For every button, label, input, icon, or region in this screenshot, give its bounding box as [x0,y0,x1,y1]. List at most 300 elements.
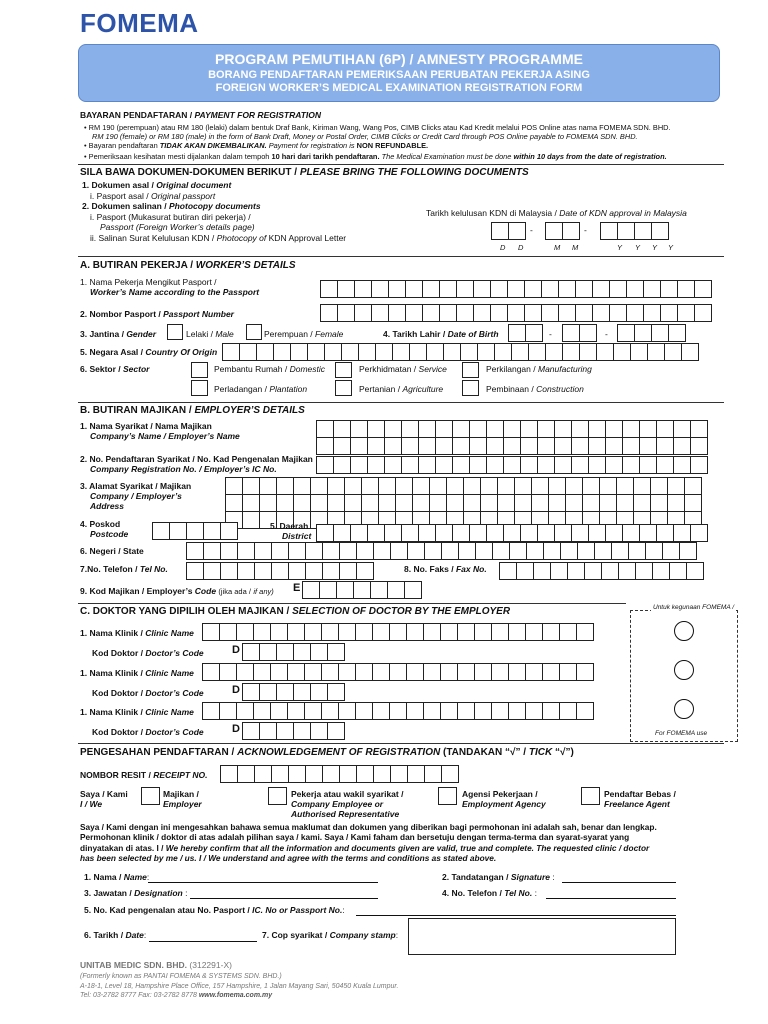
char-box[interactable] [327,683,345,701]
char-box[interactable] [392,343,410,361]
char-box[interactable] [336,581,354,599]
char-box[interactable] [605,437,623,455]
char-box[interactable] [344,494,362,512]
char-box[interactable] [673,420,691,438]
tel-input-line[interactable] [546,898,676,899]
char-box[interactable] [480,494,498,512]
char-box[interactable] [426,343,444,361]
char-box[interactable] [304,623,322,641]
char-box[interactable] [520,456,538,474]
char-box[interactable] [554,420,572,438]
char-box[interactable] [203,542,221,560]
char-box[interactable] [469,524,487,542]
char-box[interactable] [592,280,610,298]
char-box[interactable] [509,542,527,560]
char-box[interactable] [384,456,402,474]
char-box[interactable] [601,562,619,580]
char-box[interactable] [254,562,272,580]
char-box[interactable] [435,420,453,438]
char-box[interactable] [219,702,237,720]
char-box[interactable] [503,524,521,542]
char-box[interactable] [613,343,631,361]
char-box[interactable] [186,542,204,560]
char-box[interactable] [270,702,288,720]
clinic-name-boxes-1[interactable] [202,623,593,641]
char-box[interactable] [219,623,237,641]
char-box[interactable] [486,437,504,455]
char-box[interactable] [310,643,328,661]
date-input-line[interactable] [149,941,257,942]
char-box[interactable] [630,343,648,361]
char-box[interactable] [542,663,560,681]
char-box[interactable] [304,702,322,720]
char-box[interactable] [418,420,436,438]
kdn-year-boxes[interactable] [600,222,668,240]
char-box[interactable] [576,623,594,641]
char-box[interactable] [622,524,640,542]
char-box[interactable] [452,524,470,542]
char-box[interactable] [622,420,640,438]
char-box[interactable] [271,542,289,560]
char-box[interactable] [259,643,277,661]
char-box[interactable] [511,343,529,361]
char-box[interactable] [254,765,272,783]
char-box[interactable] [667,477,685,495]
char-box[interactable] [576,663,594,681]
char-box[interactable] [525,623,543,641]
char-box[interactable] [270,623,288,641]
char-box[interactable] [617,324,635,342]
char-box[interactable] [562,343,580,361]
char-box[interactable] [690,437,708,455]
dob-year-boxes[interactable] [617,324,685,342]
char-box[interactable] [344,477,362,495]
char-box[interactable] [333,437,351,455]
char-box[interactable] [634,222,652,240]
char-box[interactable] [660,280,678,298]
char-box[interactable] [508,623,526,641]
worker-name-boxes[interactable] [320,280,711,298]
char-box[interactable] [508,324,526,342]
char-box[interactable] [545,222,563,240]
char-box[interactable] [656,420,674,438]
char-box[interactable] [507,304,525,322]
char-box[interactable] [526,542,544,560]
char-box[interactable] [469,437,487,455]
sector-manufacturing-checkbox[interactable] [462,362,479,378]
char-box[interactable] [404,581,422,599]
char-box[interactable] [639,420,657,438]
char-box[interactable] [559,663,577,681]
char-box[interactable] [508,663,526,681]
char-box[interactable] [503,456,521,474]
char-box[interactable] [677,304,695,322]
char-box[interactable] [514,494,532,512]
char-box[interactable] [490,280,508,298]
char-box[interactable] [242,722,260,740]
char-box[interactable] [220,522,238,540]
char-box[interactable] [389,623,407,641]
char-box[interactable] [293,722,311,740]
country-boxes[interactable] [222,343,698,361]
char-box[interactable] [571,456,589,474]
char-box[interactable] [271,765,289,783]
char-box[interactable] [418,437,436,455]
char-box[interactable] [358,343,376,361]
dob-day-boxes[interactable] [508,324,542,342]
district-boxes[interactable] [316,524,707,542]
char-box[interactable] [664,343,682,361]
char-box[interactable] [186,562,204,580]
ic-input-line[interactable] [356,915,676,916]
char-box[interactable] [643,304,661,322]
char-box[interactable] [401,456,419,474]
char-box[interactable] [220,765,238,783]
char-box[interactable] [677,280,695,298]
char-box[interactable] [497,477,515,495]
char-box[interactable] [499,562,517,580]
char-box[interactable] [337,304,355,322]
char-box[interactable] [367,456,385,474]
char-box[interactable] [290,343,308,361]
char-box[interactable] [276,494,294,512]
char-box[interactable] [423,663,441,681]
char-box[interactable] [355,623,373,641]
char-box[interactable] [469,420,487,438]
char-box[interactable] [273,343,291,361]
char-box[interactable] [186,522,204,540]
char-box[interactable] [525,702,543,720]
char-box[interactable] [276,722,294,740]
char-box[interactable] [639,437,657,455]
char-box[interactable] [600,222,618,240]
char-box[interactable] [611,542,629,560]
char-box[interactable] [422,304,440,322]
char-box[interactable] [492,542,510,560]
char-box[interactable] [350,524,368,542]
char-box[interactable] [446,494,464,512]
char-box[interactable] [337,280,355,298]
char-box[interactable] [355,663,373,681]
signature-input-line[interactable] [562,882,676,883]
char-box[interactable] [305,562,323,580]
char-box[interactable] [316,524,334,542]
char-box[interactable] [259,683,277,701]
char-box[interactable] [690,524,708,542]
char-box[interactable] [652,562,670,580]
receipt-number-boxes[interactable] [220,765,458,783]
char-box[interactable] [350,420,368,438]
char-box[interactable] [443,343,461,361]
char-box[interactable] [429,477,447,495]
char-box[interactable] [287,663,305,681]
char-box[interactable] [456,280,474,298]
char-box[interactable] [503,420,521,438]
char-box[interactable] [276,643,294,661]
char-box[interactable] [203,562,221,580]
char-box[interactable] [662,542,680,560]
char-box[interactable] [435,456,453,474]
char-box[interactable] [576,702,594,720]
char-box[interactable] [458,542,476,560]
char-box[interactable] [405,304,423,322]
char-box[interactable] [565,477,583,495]
char-box[interactable] [441,765,459,783]
sector-agriculture-checkbox[interactable] [335,380,352,396]
char-box[interactable] [537,524,555,542]
company-reg-boxes[interactable] [316,456,707,474]
name-input-line[interactable] [148,882,378,883]
char-box[interactable] [579,343,597,361]
char-box[interactable] [588,420,606,438]
char-box[interactable] [304,663,322,681]
char-box[interactable] [541,304,559,322]
char-box[interactable] [242,511,260,529]
char-box[interactable] [401,420,419,438]
char-box[interactable] [441,542,459,560]
char-box[interactable] [639,524,657,542]
char-box[interactable] [236,702,254,720]
char-box[interactable] [354,280,372,298]
char-box[interactable] [378,494,396,512]
char-box[interactable] [520,437,538,455]
char-box[interactable] [669,562,687,580]
char-box[interactable] [293,494,311,512]
char-box[interactable] [577,542,595,560]
char-box[interactable] [350,456,368,474]
char-box[interactable] [633,494,651,512]
char-box[interactable] [673,456,691,474]
char-box[interactable] [423,623,441,641]
char-box[interactable] [324,343,342,361]
char-box[interactable] [239,343,257,361]
char-box[interactable] [457,702,475,720]
char-box[interactable] [562,324,580,342]
char-box[interactable] [439,280,457,298]
char-box[interactable] [491,222,509,240]
char-box[interactable] [656,456,674,474]
char-box[interactable] [202,663,220,681]
char-box[interactable] [440,623,458,641]
char-box[interactable] [456,304,474,322]
char-box[interactable] [339,765,357,783]
char-box[interactable] [491,702,509,720]
char-box[interactable] [618,562,636,580]
char-box[interactable] [327,477,345,495]
char-box[interactable] [463,477,481,495]
char-box[interactable] [508,702,526,720]
char-box[interactable] [406,623,424,641]
char-box[interactable] [293,477,311,495]
char-box[interactable] [605,524,623,542]
char-box[interactable] [222,343,240,361]
char-box[interactable] [256,343,274,361]
char-box[interactable] [219,663,237,681]
sector-plantation-checkbox[interactable] [191,380,208,396]
gender-male-checkbox[interactable] [167,324,183,340]
char-box[interactable] [253,663,271,681]
char-box[interactable] [288,562,306,580]
char-box[interactable] [491,623,509,641]
char-box[interactable] [645,542,663,560]
char-box[interactable] [679,542,697,560]
char-box[interactable] [507,280,525,298]
char-box[interactable] [242,683,260,701]
char-box[interactable] [457,623,475,641]
char-box[interactable] [412,477,430,495]
char-box[interactable] [401,437,419,455]
char-box[interactable] [520,524,538,542]
kdn-day-boxes[interactable] [491,222,525,240]
char-box[interactable] [220,562,238,580]
char-box[interactable] [202,702,220,720]
char-box[interactable] [407,765,425,783]
char-box[interactable] [422,280,440,298]
char-box[interactable] [480,477,498,495]
char-box[interactable] [276,683,294,701]
char-box[interactable] [508,222,526,240]
char-box[interactable] [684,494,702,512]
char-box[interactable] [271,562,289,580]
char-box[interactable] [524,304,542,322]
char-box[interactable] [405,280,423,298]
char-box[interactable] [361,494,379,512]
char-box[interactable] [356,765,374,783]
char-box[interactable] [333,456,351,474]
char-box[interactable] [338,663,356,681]
char-box[interactable] [361,477,379,495]
char-box[interactable] [333,524,351,542]
char-box[interactable] [588,437,606,455]
char-box[interactable] [305,542,323,560]
char-box[interactable] [571,437,589,455]
char-box[interactable] [650,477,668,495]
char-box[interactable] [643,280,661,298]
char-box[interactable] [287,623,305,641]
char-box[interactable] [254,542,272,560]
char-box[interactable] [571,420,589,438]
char-box[interactable] [647,343,665,361]
char-box[interactable] [372,623,390,641]
char-box[interactable] [387,581,405,599]
char-box[interactable] [435,437,453,455]
char-box[interactable] [673,524,691,542]
char-box[interactable] [418,456,436,474]
char-box[interactable] [667,494,685,512]
char-box[interactable] [237,542,255,560]
char-box[interactable] [242,643,260,661]
char-box[interactable] [582,494,600,512]
char-box[interactable] [486,420,504,438]
char-box[interactable] [635,562,653,580]
employer-code-boxes[interactable] [302,581,421,599]
char-box[interactable] [681,343,699,361]
char-box[interactable] [528,343,546,361]
char-box[interactable] [321,623,339,641]
char-box[interactable] [310,683,328,701]
char-box[interactable] [524,280,542,298]
char-box[interactable] [650,494,668,512]
char-box[interactable] [477,343,495,361]
char-box[interactable] [684,477,702,495]
clinic-name-boxes-2[interactable] [202,663,593,681]
char-box[interactable] [429,494,447,512]
char-box[interactable] [367,524,385,542]
char-box[interactable] [656,437,674,455]
char-box[interactable] [588,524,606,542]
char-box[interactable] [531,494,549,512]
char-box[interactable] [516,562,534,580]
char-box[interactable] [310,722,328,740]
char-box[interactable] [316,420,334,438]
char-box[interactable] [628,542,646,560]
company-name-row2[interactable] [316,437,707,455]
char-box[interactable] [322,562,340,580]
address-row1[interactable] [225,477,701,495]
char-box[interactable] [668,324,686,342]
char-box[interactable] [236,623,254,641]
char-box[interactable] [605,420,623,438]
char-box[interactable] [375,343,393,361]
char-box[interactable] [371,304,389,322]
char-box[interactable] [469,456,487,474]
char-box[interactable] [622,456,640,474]
char-box[interactable] [339,542,357,560]
char-box[interactable] [407,542,425,560]
char-box[interactable] [439,304,457,322]
char-box[interactable] [372,663,390,681]
char-box[interactable] [367,437,385,455]
char-box[interactable] [237,562,255,580]
char-box[interactable] [440,663,458,681]
char-box[interactable] [339,562,357,580]
char-box[interactable] [333,420,351,438]
char-box[interactable] [633,477,651,495]
char-box[interactable] [321,702,339,720]
char-box[interactable] [584,562,602,580]
char-box[interactable] [558,304,576,322]
char-box[interactable] [694,304,712,322]
char-box[interactable] [473,280,491,298]
char-box[interactable] [575,280,593,298]
char-box[interactable] [242,477,260,495]
char-box[interactable] [474,702,492,720]
char-box[interactable] [423,702,441,720]
char-box[interactable] [559,623,577,641]
char-box[interactable] [537,456,555,474]
char-box[interactable] [401,524,419,542]
char-box[interactable] [310,494,328,512]
phone-boxes[interactable] [186,562,373,580]
char-box[interactable] [152,522,170,540]
char-box[interactable] [490,304,508,322]
role-employer-checkbox[interactable] [141,787,160,805]
char-box[interactable] [322,765,340,783]
char-box[interactable] [373,765,391,783]
char-box[interactable] [690,456,708,474]
sector-construction-checkbox[interactable] [462,380,479,396]
char-box[interactable] [225,477,243,495]
char-box[interactable] [609,280,627,298]
char-box[interactable] [253,623,271,641]
char-box[interactable] [338,702,356,720]
char-box[interactable] [293,683,311,701]
char-box[interactable] [259,477,277,495]
char-box[interactable] [372,702,390,720]
char-box[interactable] [287,702,305,720]
char-box[interactable] [319,581,337,599]
char-box[interactable] [288,542,306,560]
